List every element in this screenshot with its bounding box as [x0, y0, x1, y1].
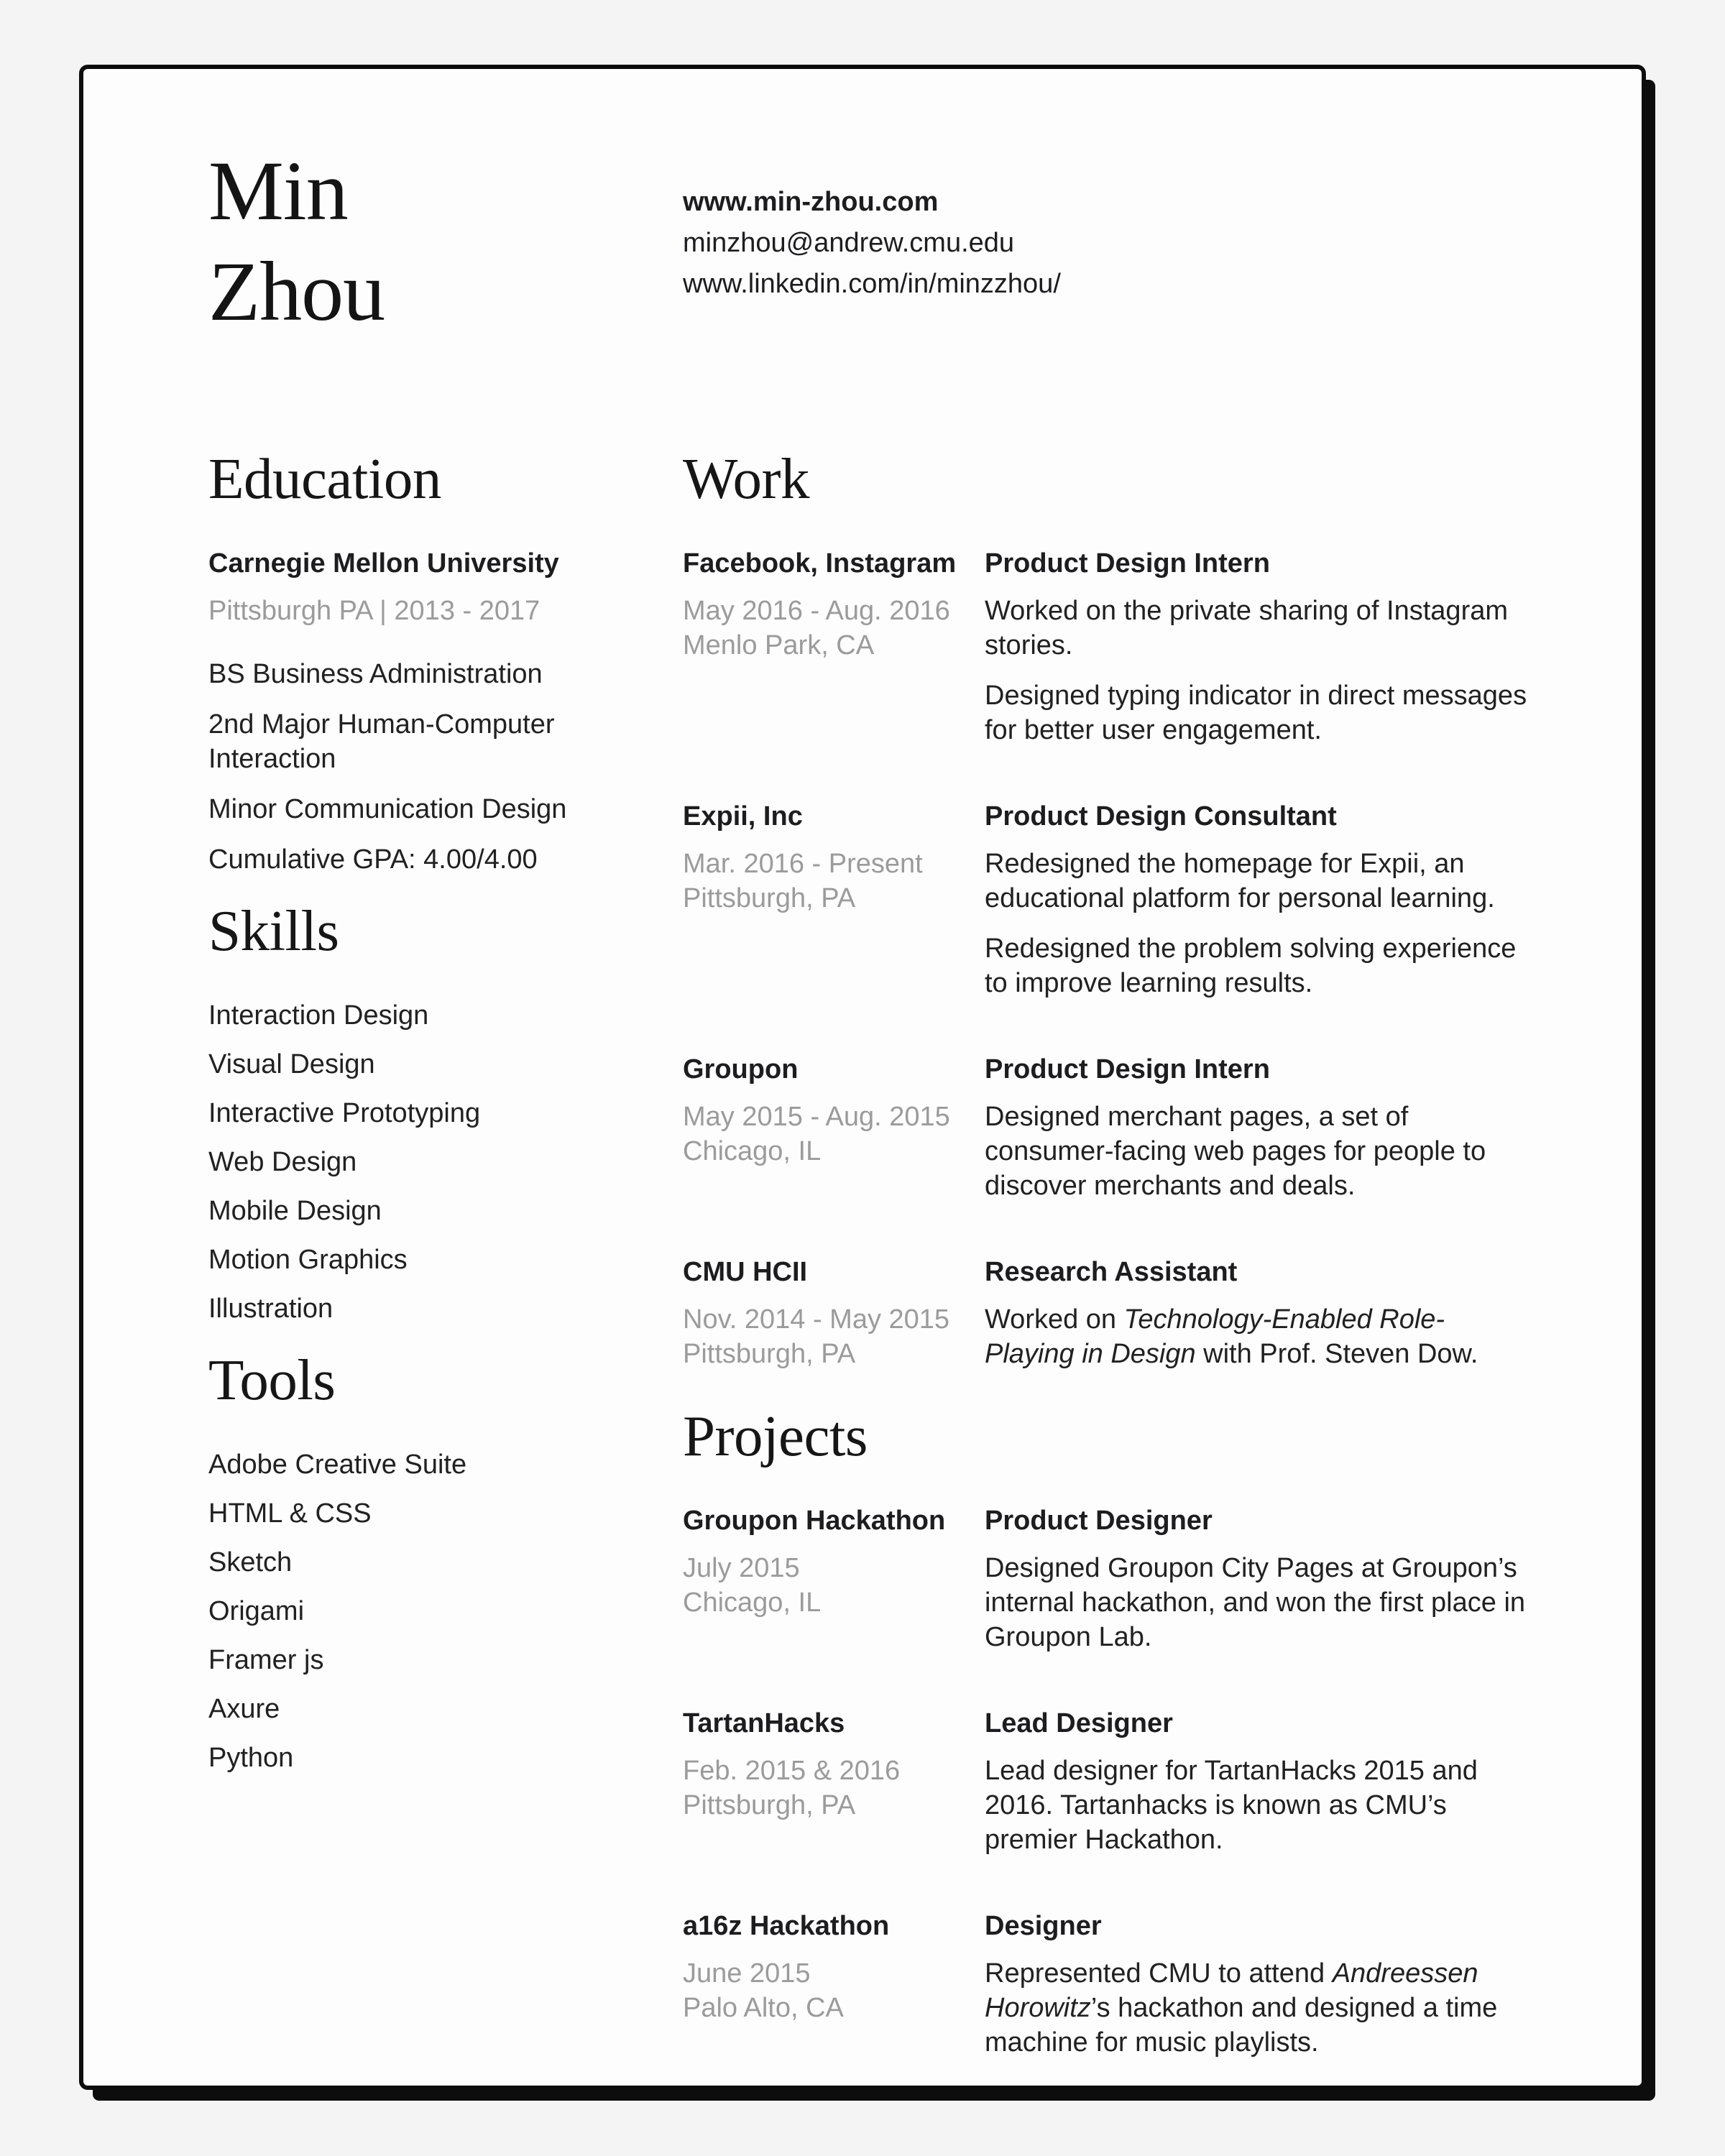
skill-item: Motion Graphics: [208, 1245, 408, 1275]
work-entries: [683, 546, 1531, 1371]
project-entry-org-col: [683, 1503, 985, 1654]
project-entry-role: Product Designer: [985, 1506, 1213, 1536]
work-entry-role: Product Design Intern: [985, 1054, 1270, 1084]
skills-heading: Skills: [208, 898, 339, 963]
education-school: Carnegie Mellon University: [208, 548, 559, 579]
resume-body: [208, 443, 1531, 2060]
tool-item: HTML & CSS: [208, 1498, 372, 1529]
work-entry-org-col: [683, 1052, 985, 1203]
contact-website: www.min-zhou.com: [683, 187, 939, 217]
project-entry-org-col: [683, 1909, 985, 2060]
project-entry-org-col: [683, 1706, 985, 1857]
description-segment: Represented CMU to attend: [985, 1958, 1333, 1989]
work-entry-detail-col: [985, 546, 1531, 747]
project-entry: [683, 1706, 1531, 1857]
tools-list: [208, 1447, 654, 1775]
description-italic-segment: Andreessen Horowitz: [985, 1958, 1478, 2023]
project-entry-dates: June 2015: [683, 1958, 811, 1989]
description-segment: Redesigned the problem solving experience to improve learning results.: [985, 934, 1517, 998]
description-segment: Designed typing indicator in direct messages for better user engagement.: [985, 681, 1527, 745]
skill-item: Illustration: [208, 1294, 334, 1324]
work-entry-when: [683, 1302, 985, 1371]
description-segment: Lead designer for TartanHacks 2015 and 2016. Tartanhacks is known as CMU’s premier Hackathon.: [985, 1756, 1478, 1855]
project-entry-dates: July 2015: [683, 1553, 800, 1583]
person-name: [208, 141, 683, 342]
work-entry-detail-col: [985, 1255, 1531, 1371]
work-entry-dates: May 2016 - Aug. 2016: [683, 596, 950, 626]
work-entry: [683, 1052, 1531, 1203]
work-entry-dates: Mar. 2016 - Present: [683, 849, 923, 879]
project-entry-role: Designer: [985, 1911, 1102, 1941]
work-entry: [683, 799, 1531, 1000]
skill-item: Mobile Design: [208, 1196, 382, 1226]
project-entry-detail-col: [985, 1909, 1531, 2060]
project-entry-detail-col: [985, 1706, 1531, 1857]
project-entry-description: [985, 1754, 1531, 1857]
project-entry-when: [683, 1754, 985, 1823]
education-details: [208, 657, 654, 877]
project-entry-description: [985, 1551, 1531, 1654]
person-name-line-2: Zhou: [208, 244, 385, 338]
project-entries: [683, 1503, 1531, 2060]
project-entry-dates: Feb. 2015 & 2016: [683, 1756, 901, 1786]
project-entry-when: [683, 1956, 985, 2025]
work-entry-description: [985, 1100, 1531, 1203]
project-entry-role: Lead Designer: [985, 1708, 1173, 1738]
project-entry-company: Groupon Hackathon: [683, 1506, 946, 1536]
description-segment: Designed merchant pages, a set of consumer-facing web pages for people to discover merchants and deals.: [985, 1102, 1486, 1201]
work-entry-company: Expii, Inc: [683, 801, 803, 831]
skill-item: Interactive Prototyping: [208, 1098, 481, 1128]
left-column: [208, 443, 683, 2060]
work-entry-location: Pittsburgh, PA: [683, 1339, 856, 1369]
resume-header: [208, 141, 1531, 342]
work-entry: [683, 546, 1531, 747]
work-entry-role: Research Assistant: [985, 1257, 1238, 1287]
education-detail: BS Business Administration: [208, 659, 543, 689]
project-entry-company: a16z Hackathon: [683, 1911, 890, 1941]
project-entry: [683, 1909, 1531, 2060]
work-entry: [683, 1255, 1531, 1371]
work-entry-company: Facebook, Instagram: [683, 548, 957, 579]
work-entry-location: Pittsburgh, PA: [683, 883, 856, 913]
resume-content: [83, 69, 1642, 2060]
work-entry-role: Product Design Consultant: [985, 801, 1337, 831]
skill-item: Interaction Design: [208, 1000, 429, 1031]
work-entry-org-col: [683, 1255, 985, 1371]
skills-list: [208, 998, 654, 1326]
description-segment: ’s hackathon and designed a time machine for music playlists.: [985, 1993, 1498, 2058]
project-entry-location: Pittsburgh, PA: [683, 1790, 856, 1820]
tool-item: Sketch: [208, 1547, 293, 1577]
right-column: [683, 443, 1531, 2060]
project-entry-location: Palo Alto, CA: [683, 1993, 844, 2023]
education-meta: Pittsburgh PA | 2013 - 2017: [208, 596, 540, 626]
tool-item: Python: [208, 1743, 294, 1773]
description-segment: Worked on the private sharing of Instagram stories.: [985, 596, 1509, 660]
work-entry-company: CMU HCII: [683, 1257, 808, 1287]
project-entry-location: Chicago, IL: [683, 1588, 822, 1618]
work-entry-dates: May 2015 - Aug. 2015: [683, 1102, 950, 1132]
work-entry-company: Groupon: [683, 1054, 799, 1084]
description-segment: Designed Groupon City Pages at Groupon’s internal hackathon, and won the first place in Groupon Lab.: [985, 1553, 1526, 1652]
projects-heading: Projects: [683, 1404, 868, 1468]
work-entry-description: [985, 847, 1531, 916]
education-detail: 2nd Major Human-Computer Interaction: [208, 709, 555, 774]
work-entry-when: [683, 1100, 985, 1169]
work-entry-detail-col: [985, 799, 1531, 1000]
work-entry-when: [683, 594, 985, 663]
project-entry-company: TartanHacks: [683, 1708, 845, 1738]
project-entry-when: [683, 1551, 985, 1620]
description-segment: with Prof. Steven Dow.: [1195, 1339, 1478, 1369]
contact-block: [683, 182, 1531, 342]
work-entry-description: [985, 678, 1531, 747]
person-name-line-1: Min: [208, 144, 348, 238]
description-segment: Redesigned the homepage for Expii, an educational platform for personal learning.: [985, 849, 1495, 913]
project-entry-detail-col: [985, 1503, 1531, 1654]
skill-item: Visual Design: [208, 1049, 375, 1079]
work-entry-description: [985, 594, 1531, 663]
tool-item: Axure: [208, 1694, 280, 1724]
work-entry-detail-col: [985, 1052, 1531, 1203]
tool-item: Origami: [208, 1596, 305, 1626]
tools-heading: Tools: [208, 1348, 336, 1412]
work-entry-org-col: [683, 546, 985, 747]
work-heading: Work: [683, 446, 809, 511]
education-detail: Cumulative GPA: 4.00/4.00: [208, 844, 538, 875]
project-entry-description: [985, 1956, 1531, 2060]
work-entry-role: Product Design Intern: [985, 548, 1270, 579]
contact-email: minzhou@andrew.cmu.edu: [683, 228, 1015, 258]
work-entry-dates: Nov. 2014 - May 2015: [683, 1304, 950, 1335]
tool-item: Adobe Creative Suite: [208, 1450, 467, 1480]
skill-item: Web Design: [208, 1147, 357, 1177]
education-detail: Minor Communication Design: [208, 794, 567, 824]
education-section: [208, 546, 654, 877]
work-entry-location: Chicago, IL: [683, 1136, 822, 1166]
description-italic-segment: Technology-Enabled Role-Playing in Design: [985, 1304, 1445, 1369]
contact-linkedin: www.linkedin.com/in/minzzhou/: [683, 269, 1061, 299]
work-entry-when: [683, 847, 985, 916]
project-entry: [683, 1503, 1531, 1654]
tool-item: Framer js: [208, 1645, 324, 1675]
work-entry-description: [985, 931, 1531, 1000]
work-entry-org-col: [683, 799, 985, 1000]
resume-page: [79, 65, 1646, 2090]
education-heading: Education: [208, 446, 441, 511]
work-entry-location: Menlo Park, CA: [683, 630, 875, 660]
description-segment: Worked on: [985, 1304, 1124, 1335]
work-entry-description: [985, 1302, 1531, 1371]
